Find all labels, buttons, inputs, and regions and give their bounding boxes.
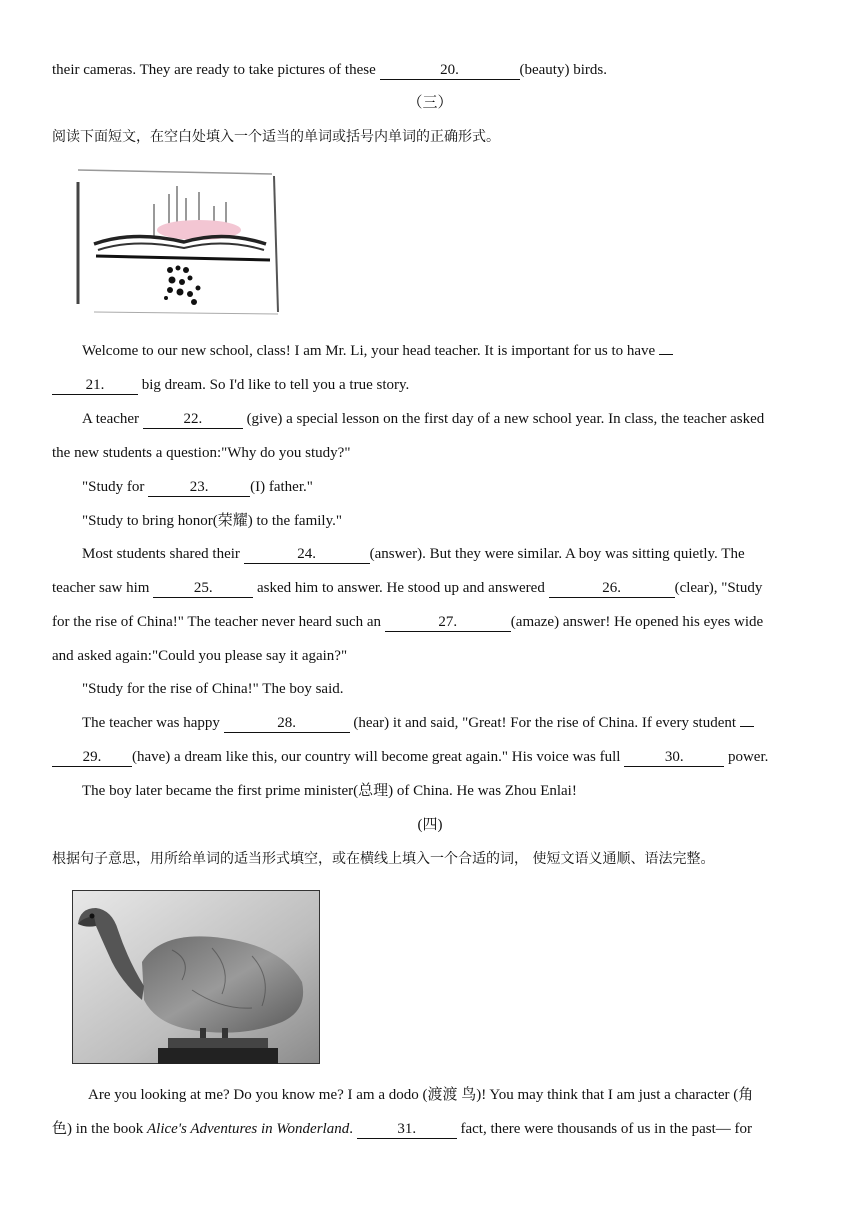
blank-25[interactable]: 25. <box>153 580 253 598</box>
text: (clear), "Study <box>674 580 763 596</box>
text: Welcome to our new school, class! I am Mr. Li, your head teacher. It is important for us to have <box>82 343 656 359</box>
text: 色) in the book <box>52 1121 144 1137</box>
text: for the rise of China!" The teacher never heard such an <box>52 614 382 630</box>
text-line-p4: "Study to bring honor(荣耀) to the family." <box>82 513 342 529</box>
text: Most students shared their <box>82 546 240 562</box>
blank-22[interactable]: 22. <box>143 411 243 429</box>
text-line-p6 <box>52 578 810 598</box>
book-title: Alice's Adventures in Wonderland <box>147 1121 350 1137</box>
blank-21-start[interactable] <box>659 354 673 355</box>
instruction-4: 根据句子意思，用所给单词的适当形式填空，或在横线上填入一个合适的词， 使短文语义通顺、语法完整。 <box>52 851 715 867</box>
blank-29-start[interactable] <box>740 726 754 727</box>
text-line-p8: and asked again:"Could you please say it again?" <box>52 648 348 664</box>
dodo-statue-image <box>72 890 320 1064</box>
text: . <box>349 1121 353 1137</box>
blank-28[interactable]: 28. <box>224 715 350 733</box>
section-heading-4: (四) <box>417 817 443 833</box>
blank-24[interactable]: 24. <box>244 546 370 564</box>
text: (have) a dream like this, our country will become great again." His voice was full <box>132 749 621 765</box>
book-sketch-image <box>74 164 284 316</box>
text: fact, there were thousands of us in the past— for <box>460 1121 753 1137</box>
text: (answer). But they were similar. A boy was sitting quietly. The <box>369 546 745 562</box>
text: their cameras. They are ready to take pictures of these <box>52 62 376 78</box>
text-line-p2c: the new students a question:"Why do you study?" <box>52 445 351 461</box>
text-line-p1 <box>82 341 810 361</box>
book-illustration <box>74 164 284 316</box>
blank-31[interactable]: 31. <box>357 1121 457 1139</box>
text: A teacher <box>82 411 140 427</box>
text: asked him to answer. He stood up and answered <box>256 580 545 596</box>
instruction-3: 阅读下面短文，在空白处填入一个适当的单词或括号内单词的正确形式。 <box>52 129 500 145</box>
text-line-s4-p2 <box>52 1119 810 1139</box>
blank-26[interactable]: 26. <box>549 580 675 598</box>
text: power. <box>727 749 769 765</box>
blank-21[interactable]: 21. <box>52 377 138 395</box>
text-line-p11 <box>52 747 810 767</box>
text-line-p12: The boy later became the first prime minister(总理) of China. He was Zhou Enlai! <box>82 783 577 799</box>
text: (hear) it and said, "Great! For the rise of China. If every student <box>353 715 737 731</box>
text-line-20 <box>52 60 810 80</box>
text: (give) a special lesson on the first day of a new school year. In class, the teacher asked <box>246 411 765 427</box>
text-line-p10 <box>82 713 810 733</box>
section-heading-3: （三） <box>407 95 453 111</box>
text-line-p1b <box>52 375 810 395</box>
text-line-s4-p1: Are you looking at me? Do you know me? I am a dodo (渡渡 鸟)! You may think that I am just a character (角 <box>88 1087 754 1103</box>
text: The teacher was happy <box>82 715 220 731</box>
text: teacher saw him <box>52 580 150 596</box>
text: (I) father." <box>250 479 313 495</box>
text: (amaze) answer! He opened his eyes wide <box>510 614 764 630</box>
dodo-photo <box>72 890 320 1064</box>
text-line-p5 <box>82 544 810 564</box>
text-line-p3 <box>82 477 810 497</box>
blank-30[interactable]: 30. <box>624 749 724 767</box>
blank-29[interactable]: 29. <box>52 749 132 767</box>
blank-27[interactable]: 27. <box>385 614 511 632</box>
blank-23[interactable]: 23. <box>148 479 250 497</box>
blank-20[interactable]: 20. <box>380 62 520 80</box>
text: big dream. So I'd like to tell you a true story. <box>141 377 410 393</box>
text-line-p2 <box>82 409 810 429</box>
text: "Study for <box>82 479 145 495</box>
text-line-p7 <box>52 612 810 632</box>
text: (beauty) birds. <box>519 62 607 78</box>
text-line-p9: "Study for the rise of China!" The boy said. <box>82 681 344 697</box>
